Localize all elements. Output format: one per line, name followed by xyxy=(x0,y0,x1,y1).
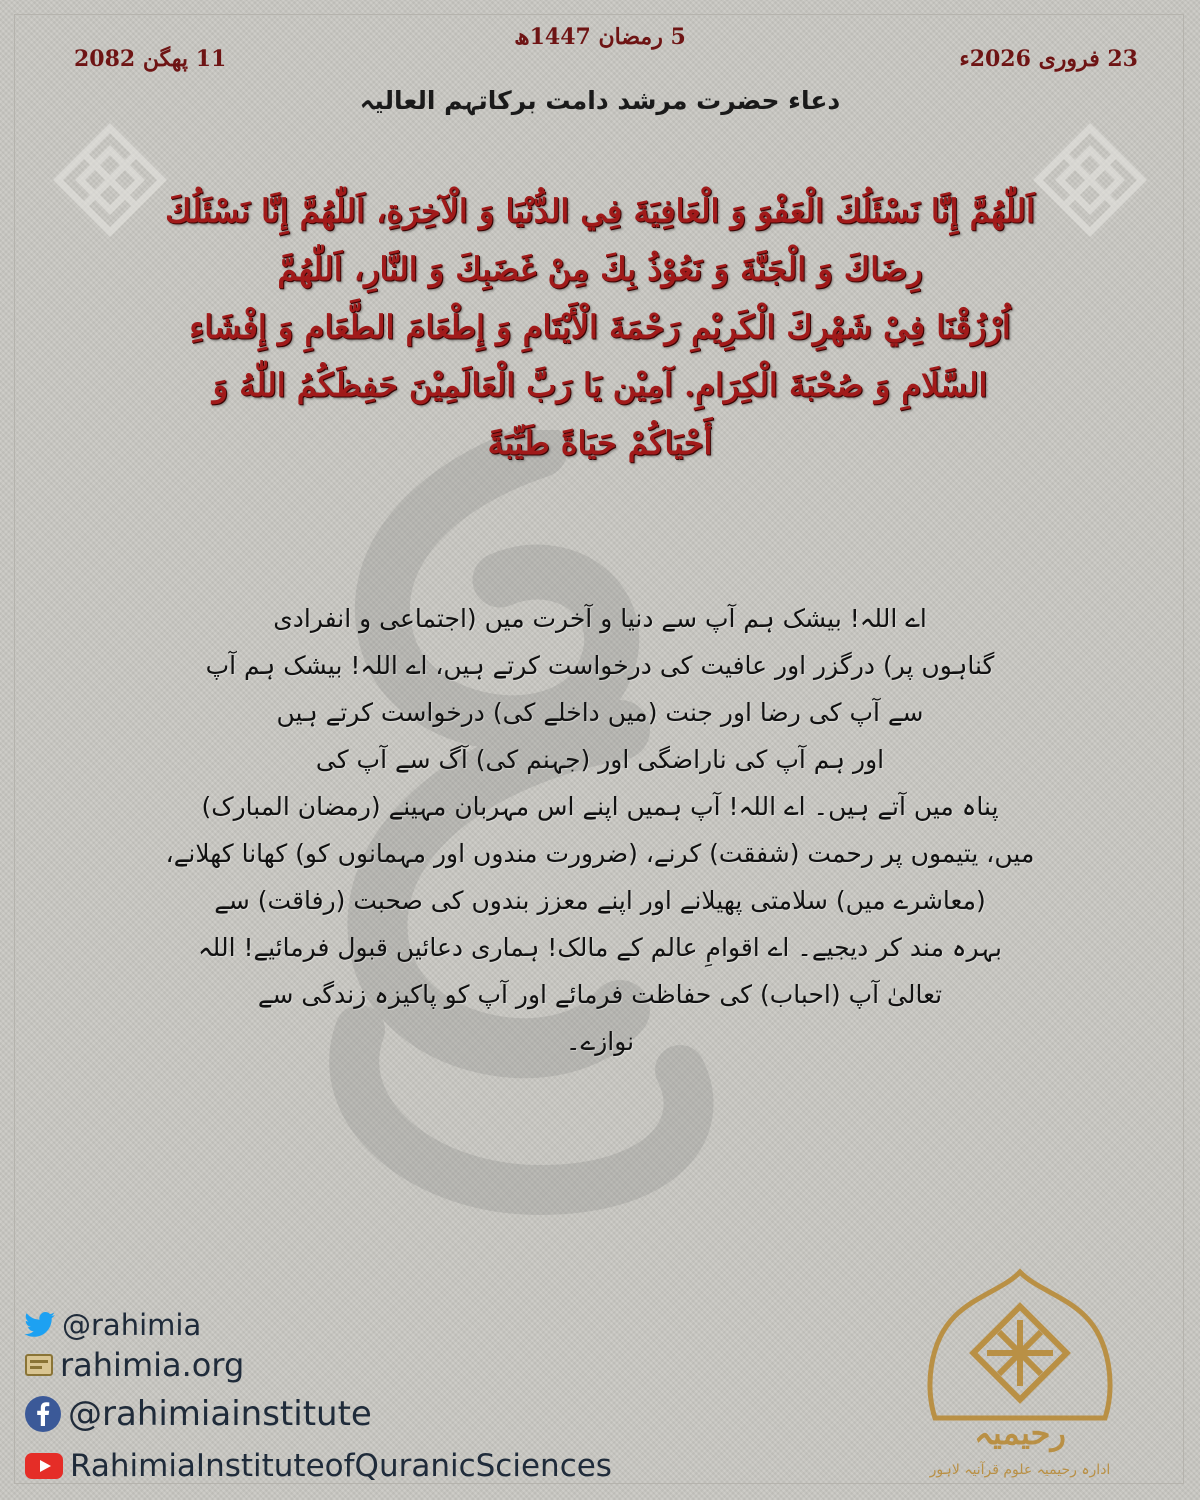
youtube-channel: RahimiaInstituteofQuranicSciences xyxy=(70,1448,612,1484)
website-link[interactable] xyxy=(24,1346,244,1384)
twitter-handle: @rahimia xyxy=(62,1308,202,1342)
facebook-link[interactable] xyxy=(24,1394,372,1434)
urdu-line: اور ہم آپ کی ناراضگی اور (جہنم کی) آگ سے آپ کی xyxy=(315,745,885,774)
page-title: دعاء حضرت مرشد دامت برکاتہم العالیہ xyxy=(359,86,841,115)
urdu-line: بہرہ مند کر دیجیے۔ اے اقوامِ عالم کے مالک! ہماری دعائیں قبول فرمائیے! اللہ xyxy=(198,933,1002,962)
arabic-dua xyxy=(70,182,1130,472)
urdu-line: اے اللہ! بیشک ہم آپ سے دنیا و آخرت میں (اجتماعی و انفرادی xyxy=(273,604,927,633)
bikrami-date: 11 پھگن 2082 xyxy=(74,46,227,72)
gregorian-date: 23 فروری 2026ء xyxy=(959,46,1138,72)
website-url: rahimia.org xyxy=(60,1346,245,1384)
urdu-translation xyxy=(140,595,1060,1065)
urdu-line: تعالیٰ آپ (احباب) کی حفاظت فرمائے اور آپ کو پاکیزہ زندگی سے xyxy=(257,980,943,1009)
urdu-line: نوازے۔ xyxy=(565,1027,635,1056)
arabic-line: أَحْيَاكُمْ حَيَاةً طَيِّبَةً xyxy=(487,424,713,462)
twitter-link[interactable] xyxy=(24,1308,201,1342)
twitter-icon xyxy=(24,1311,56,1339)
urdu-line: گناہوں پر) درگزر اور عافیت کی درخواست کرتے ہیں، اے اللہ! بیشک ہم آپ xyxy=(205,651,995,680)
logo-name: رحیمیہ xyxy=(974,1414,1066,1452)
facebook-icon xyxy=(24,1395,62,1433)
hijri-date: 5 رمضان 1447ھ xyxy=(514,24,686,50)
youtube-link[interactable] xyxy=(24,1448,612,1484)
facebook-handle: @rahimiainstitute xyxy=(68,1394,372,1434)
urdu-line: پناہ میں آتے ہیں۔ اے اللہ! آپ ہمیں اپنے اس مہربان مہینے (رمضان المبارک) xyxy=(201,792,999,821)
arabic-line: اُرْزُقْنَا فِيْ شَهْرِكَ الْكَرِيْمِ رَحْمَةَ الْأَيْتَامِ وَ إِطْعَامَ الطَّعَامِ وَ إِفْشَاءِ xyxy=(189,308,1011,346)
arabic-line: السَّلَامِ وَ صُحْبَةَ الْكِرَامِ. آمِيْن يَا رَبَّ الْعَالَمِيْنَ حَفِظَكُمُ اللّٰهُ وَ xyxy=(212,366,988,404)
web-icon xyxy=(24,1352,54,1378)
arabic-line: اَللّٰهُمَّ إِنَّا نَسْئَلُكَ الْعَفْوَ وَ الْعَافِيَةَ فِي الدُّنْيَا وَ الْآخِرَةِ، اَللّٰهُمَّ إِنَّا نَسْئَلُكَ xyxy=(165,192,1035,230)
urdu-line: میں، یتیموں پر رحمت (شفقت) کرنے، (ضرورت مندوں اور مہمانوں کو) کھانا کھلانے، xyxy=(165,839,1035,868)
logo-subtitle: ادارہ رحیمیہ علوم قرآنیہ لاہور xyxy=(929,1462,1111,1478)
rahimia-logo xyxy=(915,1268,1125,1483)
arabic-line: رِضَاكَ وَ الْجَنَّةَ وَ نَعُوْذُ بِكَ مِنْ غَضَبِكَ وَ النَّارِ، اَللّٰهُمَّ xyxy=(277,250,923,288)
urdu-line: سے آپ کی رضا اور جنت (میں داخلے کی) درخواست کرتے ہیں xyxy=(276,698,924,727)
urdu-line: (معاشرے میں) سلامتی پھیلانے اور اپنے معزز بندوں کی صحبت (رفاقت) سے xyxy=(214,886,986,915)
youtube-icon xyxy=(24,1452,64,1480)
